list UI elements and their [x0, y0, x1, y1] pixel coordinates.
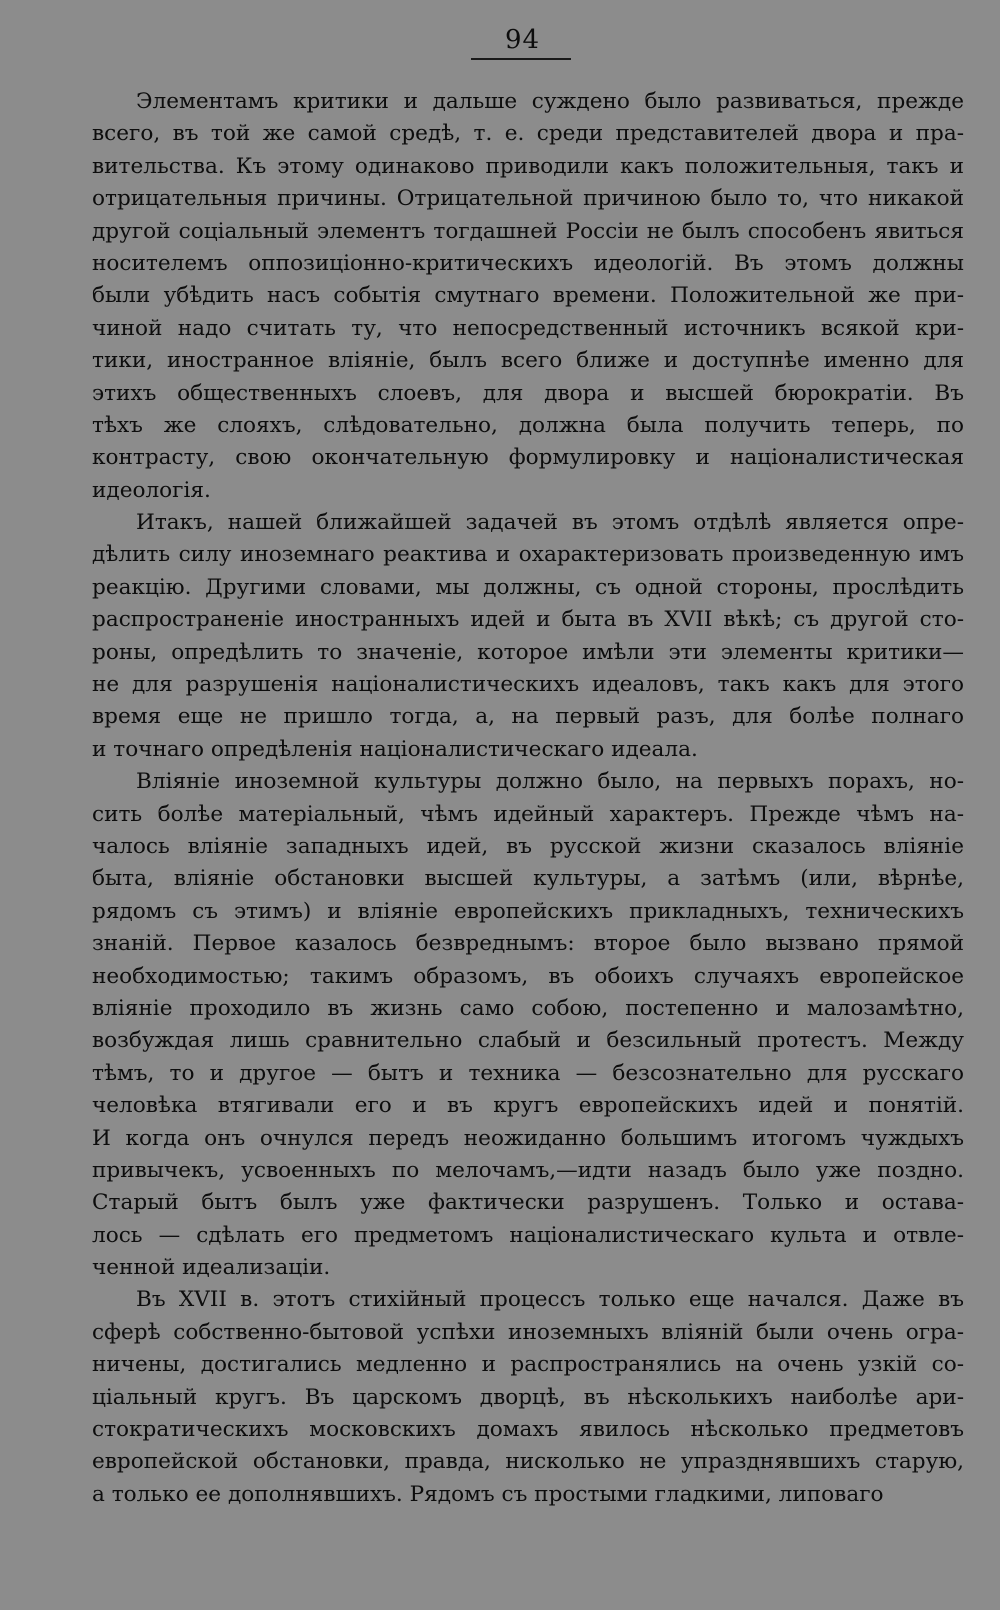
text-line: тѣхъ же слояхъ, слѣдовательно, должна была получить теперь, по: [92, 412, 964, 438]
text-line: чиной надо считать ту, что непосредственный источникъ всякой кри-: [92, 315, 964, 341]
text-line: чалось вліяніе западныхъ идей, въ русской жизни сказалось вліяніе: [92, 833, 964, 859]
text-line: возбуждая лишь сравнительно слабый и безсильный протестъ. Между: [92, 1028, 964, 1054]
text-line: знаній. Первое казалось безвреднымъ: второе было вызвано прямой: [92, 931, 964, 957]
text-line: человѣка втягивали его и въ кругъ европейскихъ идей и понятій.: [92, 1093, 964, 1119]
text-line: ціальный кругъ. Въ царскомъ дворцѣ, въ нѣсколькихъ наиболѣе ари-: [92, 1384, 964, 1410]
text-line: вительства. Къ этому одинаково приводили какъ положительныя, такъ и: [92, 153, 964, 179]
text-line: тики, иностранное вліяніе, былъ всего ближе и доступнѣе именно для: [92, 348, 964, 374]
text-line: были убѣдить насъ событія смутнаго времени. Положительной же при-: [92, 283, 964, 309]
text-line: носителемъ оппозиціонно-критическихъ идеологій. Въ этомъ должны: [92, 250, 964, 276]
text-line: а только ее дополнявшихъ. Рядомъ съ простыми гладкими, липоваго: [92, 1481, 884, 1507]
text-line: сить болѣе матеріальный, чѣмъ идейный характеръ. Прежде чѣмъ на-: [92, 801, 964, 827]
text-line: Вліяніе иноземной культуры должно было, на первыхъ порахъ, но-: [136, 769, 964, 795]
text-line: этихъ общественныхъ слоевъ, для двора и высшей бюрократіи. Въ: [92, 380, 964, 406]
text-line: идеологія.: [92, 477, 211, 503]
text-line: другой соціальный элементъ тогдашней Россіи не былъ способенъ явиться: [92, 218, 964, 244]
text-line: привычекъ, усвоенныхъ по мелочамъ,—идти назадъ было уже поздно.: [92, 1157, 964, 1183]
text-line: И когда онъ очнулся передъ неожиданно большимъ итогомъ чуждыхъ: [92, 1125, 964, 1151]
paragraph: [92, 86, 964, 507]
text-line: не для разрушенія націоналистическихъ идеаловъ, такъ какъ для этого: [92, 672, 964, 698]
page-number: 94: [504, 25, 541, 55]
page-number-rule: [471, 58, 571, 60]
text-line: реакцію. Другими словами, мы должны, съ одной стороны, прослѣдить: [92, 574, 964, 600]
text-line: необходимостью; такимъ образомъ, въ обоихъ случаяхъ европейское: [92, 963, 964, 989]
paragraph: [92, 507, 964, 766]
text-line: Старый бытъ былъ уже фактически разрушенъ. Только и остава-: [92, 1190, 964, 1216]
paragraph: [92, 1284, 964, 1511]
text-line: Итакъ, нашей ближайшей задачей въ этомъ отдѣлѣ является опре-: [136, 510, 964, 536]
text-line: ничены, достигались медленно и распространялись на очень узкій со-: [92, 1352, 964, 1378]
text-line: Въ XVII в. этотъ стихійный процессъ только еще начался. Даже въ: [136, 1287, 964, 1313]
paragraph: [92, 766, 964, 1284]
text-line: лось — сдѣлать его предметомъ націоналистическаго культа и отвле-: [92, 1222, 964, 1248]
text-line: и точнаго опредѣленія націоналистическаго идеала.: [92, 736, 698, 762]
body-text: [92, 86, 964, 1511]
text-line: распространеніе иностранныхъ идей и быта въ XVII вѣкѣ; съ другой сто-: [92, 607, 964, 633]
text-line: европейской обстановки, правда, нисколько не упразднявшихъ старую,: [92, 1449, 964, 1475]
text-line: вліяніе проходило въ жизнь само собою, постепенно и малозамѣтно,: [92, 995, 964, 1021]
text-line: дѣлить силу иноземнаго реактива и охарактеризовать произведенную имъ: [92, 542, 964, 568]
text-line: контрасту, свою окончательную формулировку и націоналистическая: [92, 445, 964, 471]
text-line: быта, вліяніе обстановки высшей культуры, а затѣмъ (или, вѣрнѣе,: [92, 866, 964, 892]
text-line: сферѣ собственно-бытовой успѣхи иноземныхъ вліяній были очень огра-: [92, 1319, 964, 1345]
text-line: тѣмъ, то и другое — бытъ и техника — безсознательно для русскаго: [92, 1060, 964, 1086]
text-line: стократическихъ московскихъ домахъ явилось нѣсколько предметовъ: [92, 1417, 964, 1443]
text-line: роны, опредѣлить то значеніе, которое имѣли эти элементы критики—: [92, 639, 964, 665]
text-line: время еще не пришло тогда, а, на первый разъ, для болѣе полнаго: [92, 704, 964, 730]
text-line: Элементамъ критики и дальше суждено было развиваться, прежде: [136, 89, 964, 114]
text-line: отрицательныя причины. Отрицательной причиною было то, что никакой: [92, 186, 964, 212]
text-line: всего, въ той же самой средѣ, т. е. среди представителей двора и пра-: [92, 121, 964, 147]
text-line: рядомъ съ этимъ) и вліяніе европейскихъ прикладныхъ, техническихъ: [92, 898, 964, 924]
text-line: ченной идеализаціи.: [92, 1255, 331, 1281]
